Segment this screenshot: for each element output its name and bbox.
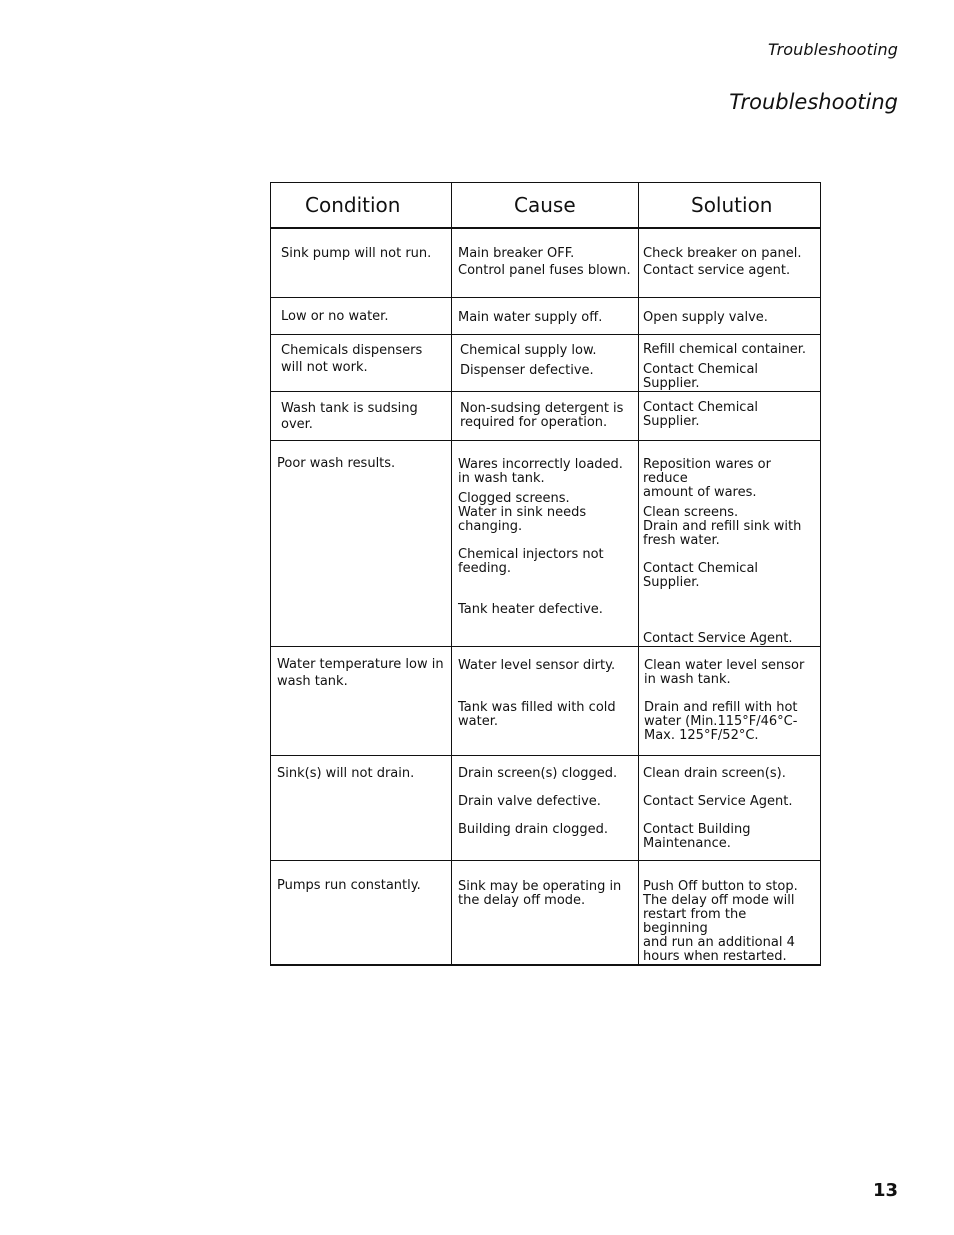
cause-text: the delay off mode. — [458, 892, 586, 908]
solution-text: fresh water. — [643, 532, 720, 548]
condition-text: over. — [281, 416, 313, 432]
solution-text: restart from the beginning — [643, 906, 747, 936]
page-number: 13 — [872, 1180, 898, 1201]
cause-text: Wares incorrectly loaded. — [458, 456, 623, 472]
condition-text: Chemicals dispensers — [281, 342, 423, 358]
cause-cell — [452, 440, 639, 646]
solution-text: Drain and refill sink with — [643, 518, 802, 534]
solution-cell — [639, 755, 821, 860]
condition-text: Water temperature low in — [277, 656, 444, 672]
solution-text: Contact Chemical Supplier. — [643, 560, 759, 590]
solution-cell — [639, 860, 821, 965]
cause-text: Dispenser defective. — [460, 362, 594, 378]
condition-cell — [271, 391, 452, 440]
solution-text: Contact Chemical Supplier. — [643, 399, 759, 429]
condition-cell — [271, 297, 452, 334]
cause-text: Sink may be operating in — [458, 878, 622, 894]
condition-cell — [271, 440, 452, 646]
condition-text: Sink pump will not run. — [281, 246, 432, 261]
cause-text: feeding. — [458, 560, 512, 576]
header-cause: Cause — [452, 183, 639, 229]
solution-text: Refill chemical container. — [643, 341, 807, 357]
solution-text: Clean screens. — [643, 504, 739, 520]
cause-text: required for operation. — [460, 414, 608, 430]
solution-text: amount of wares. — [643, 484, 757, 500]
cause-cell — [452, 228, 639, 297]
solution-text: Maintenance. — [643, 835, 731, 851]
cause-text: Main breaker OFF. — [458, 246, 575, 261]
condition-text: wash tank. — [277, 673, 348, 689]
cause-cell — [452, 646, 639, 755]
cause-text: Tank heater defective. — [458, 601, 603, 617]
condition-cell — [271, 755, 452, 860]
cause-text: in wash tank. — [458, 470, 545, 486]
running-head: Troubleshooting — [767, 40, 898, 59]
condition-text: Sink(s) will not drain. — [277, 765, 415, 781]
solution-text: Contact Chemical Supplier. — [643, 361, 759, 391]
solution-cell — [639, 391, 821, 440]
solution-text: Reposition wares or reduce — [643, 456, 771, 486]
condition-cell — [271, 646, 452, 755]
condition-text: will not work. — [281, 359, 368, 375]
solution-cell — [639, 228, 821, 297]
solution-text: Contact Service Agent. — [643, 630, 793, 646]
solution-cell — [639, 440, 821, 646]
cause-text: Main water supply off. — [458, 309, 603, 325]
solution-cell — [639, 334, 821, 391]
solution-text: Clean drain screen(s). — [643, 765, 786, 781]
header-condition: Condition — [271, 183, 452, 229]
condition-text: Low or no water. — [281, 308, 389, 324]
solution-text: Open supply valve. — [643, 309, 768, 325]
solution-text: Clean water level sensor — [644, 657, 805, 673]
solution-text: hours when restarted. — [643, 948, 787, 964]
solution-text: Contact Building — [643, 821, 751, 837]
table-row — [271, 860, 821, 965]
cause-cell — [452, 391, 639, 440]
cause-text: Clogged screens. — [458, 490, 570, 506]
header-solution: Solution — [639, 183, 821, 229]
troubleshooting-table — [270, 182, 821, 966]
solution-text: and run an additional 4 — [643, 934, 795, 950]
solution-cell — [639, 297, 821, 334]
cause-cell — [452, 860, 639, 965]
condition-text: Pumps run constantly. — [277, 877, 421, 893]
solution-text: Contact Service Agent. — [643, 793, 793, 809]
table-row — [271, 228, 821, 297]
solution-text: Drain and refill with hot — [644, 699, 798, 715]
solution-text: The delay off mode will — [643, 892, 795, 908]
cause-text: Building drain clogged. — [458, 821, 609, 837]
page-title: Troubleshooting — [729, 90, 898, 114]
cause-cell — [452, 297, 639, 334]
cause-text: Water in sink needs — [458, 504, 587, 520]
cause-text: Control panel fuses blown. — [458, 263, 631, 278]
table-row — [271, 755, 821, 860]
solution-text: Check breaker on panel. — [643, 246, 802, 261]
condition-text: Wash tank is sudsing — [281, 400, 418, 416]
table-row — [271, 440, 821, 646]
solution-text: Contact service agent. — [643, 263, 791, 278]
condition-cell — [271, 228, 452, 297]
table-row — [271, 391, 821, 440]
table-header-row — [271, 183, 821, 229]
cause-text: water. — [458, 713, 498, 729]
table-row — [271, 297, 821, 334]
cause-text: Drain screen(s) clogged. — [458, 765, 618, 781]
cause-text: Drain valve defective. — [458, 793, 601, 809]
cause-cell — [452, 334, 639, 391]
cause-text: changing. — [458, 518, 523, 534]
cause-cell — [452, 755, 639, 860]
cause-text: Chemical injectors not — [458, 546, 604, 562]
table-row — [271, 646, 821, 755]
solution-text: Max. 125°F/52°C. — [644, 727, 759, 743]
condition-cell — [271, 860, 452, 965]
cause-text: Tank was filled with cold — [458, 699, 616, 715]
cause-text: Non-sudsing detergent is — [460, 400, 624, 416]
condition-cell — [271, 334, 452, 391]
cause-text: Water level sensor dirty. — [458, 657, 616, 673]
solution-text: in wash tank. — [644, 671, 731, 687]
cause-text: Chemical supply low. — [460, 342, 597, 358]
solution-text: Push Off button to stop. — [643, 878, 798, 894]
solution-text: water (Min.115°F/46°C- — [644, 713, 798, 729]
solution-cell — [639, 646, 821, 755]
table-row — [271, 334, 821, 391]
condition-text: Poor wash results. — [277, 455, 396, 471]
